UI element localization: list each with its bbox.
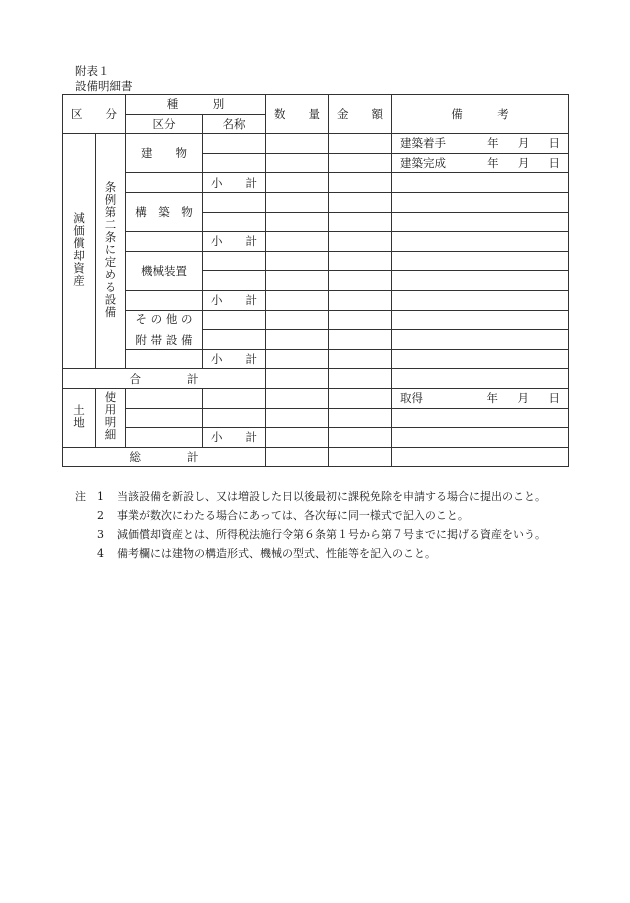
quantity-cell	[266, 310, 329, 330]
category-machinery: 機械装置	[126, 251, 203, 290]
header-quantity: 数 量	[266, 95, 329, 134]
table-row	[63, 388, 569, 408]
subtotal-pad	[126, 232, 203, 252]
header-amount: 金 額	[329, 95, 392, 134]
remark-construction-start: 建築着手 年 月 日	[392, 134, 569, 154]
subtotal-pad	[126, 290, 203, 310]
amount-cell	[329, 349, 392, 369]
name-cell	[203, 408, 266, 428]
quantity-cell	[266, 271, 329, 291]
remark-cell	[392, 271, 569, 291]
note-number: 3	[97, 528, 104, 541]
name-cell	[203, 310, 266, 330]
category-structure: 構 築 物	[126, 192, 203, 231]
remark-cell	[392, 349, 569, 369]
remark-cell	[392, 173, 569, 193]
quantity-cell	[266, 212, 329, 232]
group-article-equipment: 条例第二条に定める設備	[96, 134, 126, 369]
notes-section	[75, 487, 565, 563]
annex-label: 附表１	[75, 64, 110, 78]
remark-cell	[392, 290, 569, 310]
name-cell	[203, 388, 266, 408]
note-item	[75, 544, 565, 563]
header-shubetsu: 種 別	[126, 95, 266, 115]
quantity-cell	[266, 349, 329, 369]
quantity-cell	[266, 428, 329, 448]
amount-cell	[329, 330, 392, 350]
name-cell	[203, 212, 266, 232]
header-sub-kubun: 区分	[126, 114, 203, 134]
header-name: 名称	[203, 114, 266, 134]
grand-total-label: 総 計	[63, 447, 266, 467]
amount-cell	[329, 428, 392, 448]
category-other-line-1: そ の 他 の	[135, 312, 193, 327]
subtotal-row	[63, 290, 569, 310]
amount-cell	[329, 251, 392, 271]
amount-cell	[329, 447, 392, 467]
form-title: 設備明細書	[75, 79, 133, 93]
remark-cell	[392, 232, 569, 252]
amount-cell	[329, 369, 392, 389]
subtotal-label: 小 計	[203, 232, 266, 252]
note-number: 2	[97, 509, 104, 522]
remark-cell	[392, 330, 569, 350]
notes-label: 注	[75, 490, 86, 503]
table-row	[63, 251, 569, 271]
amount-cell	[329, 310, 392, 330]
remark-cell	[392, 408, 569, 428]
note-text: 減価償却資産とは、所得税法施行令第６条第１号から第７号までに掲げる資産をいう。	[117, 528, 546, 541]
name-cell	[203, 153, 266, 173]
note-item	[75, 506, 565, 525]
note-text: 備考欄には建物の構造形式、機械の型式、性能等を記入のこと。	[117, 547, 436, 560]
table-row	[63, 408, 569, 428]
subtotal-pad	[126, 349, 203, 369]
category-building: 建 物	[126, 134, 203, 173]
group-land: 土地	[63, 388, 96, 447]
remark-cell	[392, 447, 569, 467]
note-number: 1	[97, 490, 104, 503]
remark-cell	[392, 212, 569, 232]
quantity-cell	[266, 388, 329, 408]
header-row-1	[63, 95, 569, 115]
amount-cell	[329, 212, 392, 232]
header-remarks: 備 考	[392, 95, 569, 134]
remark-cell	[392, 192, 569, 212]
note-number: 4	[97, 547, 104, 560]
amount-cell	[329, 173, 392, 193]
name-cell	[203, 251, 266, 271]
subtotal-label: 小 計	[203, 428, 266, 448]
group-depreciable-assets: 減価償却資産	[63, 134, 96, 369]
table-row	[63, 310, 569, 330]
note-item	[75, 525, 565, 544]
name-cell	[203, 330, 266, 350]
note-text: 事業が数次にわたる場合にあっては、各次毎に同一様式で記入のこと。	[117, 509, 469, 522]
quantity-cell	[266, 408, 329, 428]
subtotal-row	[63, 349, 569, 369]
remark-acquired: 取得 年 月 日	[392, 388, 569, 408]
remark-cell	[392, 428, 569, 448]
remark-cell	[392, 369, 569, 389]
group-land-usage: 使用明細	[96, 388, 126, 447]
subtotal-label: 小 計	[203, 173, 266, 193]
quantity-cell	[266, 232, 329, 252]
amount-cell	[329, 408, 392, 428]
subtotal-row	[63, 173, 569, 193]
subtotal-pad	[126, 173, 203, 193]
category-other-equipment	[126, 310, 203, 349]
total-row	[63, 369, 569, 389]
table-row	[63, 192, 569, 212]
amount-cell	[329, 271, 392, 291]
kubun-cell	[126, 388, 203, 408]
equipment-detail-table	[62, 94, 569, 467]
amount-cell	[329, 232, 392, 252]
note-text: 当該設備を新設し、又は増設した日以後最初に課税免除を申請する場合に提出のこと。	[117, 490, 546, 503]
subtotal-label: 小 計	[203, 290, 266, 310]
note-item	[75, 487, 565, 506]
quantity-cell	[266, 251, 329, 271]
quantity-cell	[266, 447, 329, 467]
name-cell	[203, 192, 266, 212]
quantity-cell	[266, 173, 329, 193]
quantity-cell	[266, 369, 329, 389]
grand-total-row	[63, 447, 569, 467]
subtotal-row	[63, 428, 569, 448]
amount-cell	[329, 388, 392, 408]
subtotal-row	[63, 232, 569, 252]
subtotal-label: 小 計	[203, 349, 266, 369]
remark-cell	[392, 310, 569, 330]
table-row	[63, 134, 569, 154]
quantity-cell	[266, 330, 329, 350]
remark-cell	[392, 251, 569, 271]
quantity-cell	[266, 134, 329, 154]
amount-cell	[329, 153, 392, 173]
header-kubun: 区 分	[63, 95, 126, 134]
kubun-cell	[126, 408, 203, 428]
quantity-cell	[266, 290, 329, 310]
quantity-cell	[266, 153, 329, 173]
total-label: 合 計	[63, 369, 266, 389]
amount-cell	[329, 134, 392, 154]
quantity-cell	[266, 192, 329, 212]
amount-cell	[329, 192, 392, 212]
category-other-line-2: 附 帯 設 備	[135, 333, 193, 348]
name-cell	[203, 271, 266, 291]
remark-construction-complete: 建築完成 年 月 日	[392, 153, 569, 173]
name-cell	[203, 134, 266, 154]
amount-cell	[329, 290, 392, 310]
subtotal-pad	[126, 428, 203, 448]
